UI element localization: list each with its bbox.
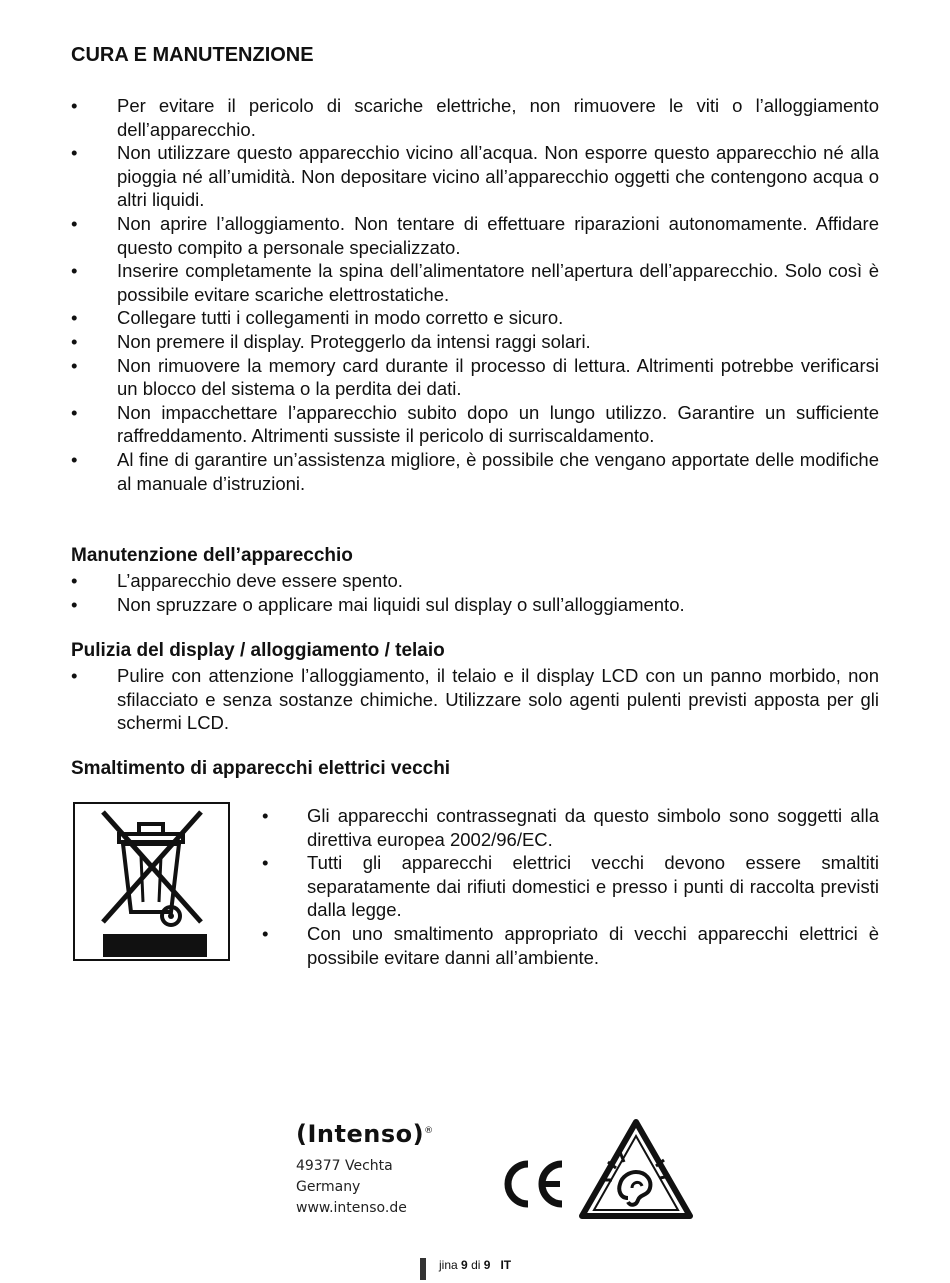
list-item-text: Tutti gli apparecchi elettrici vecchi devono essere smaltiti separatamente dai rifiuti domestici e presso i punti di raccolta previsti dalla legge. [307,852,879,921]
website-text: www.intenso.de [296,1200,407,1216]
hearing-warning-icon [578,1118,694,1225]
list-item-text: Inserire completamente la spina dell’alimentatore nell’apertura dell’apparecchio. Solo così è possibile evitare scariche elettrostatiche. [117,260,879,305]
bullet-icon: • [71,330,78,352]
list-item-text: Non spruzzare o applicare mai liquidi sul display o sull’alloggiamento. [117,593,685,615]
list-item [71,306,879,330]
bullet-icon: • [262,852,269,874]
address-line-1: 49377 Vechta [296,1158,393,1174]
disposal-list [262,804,879,969]
list-item-text: Al fine di garantire un’assistenza migliore, è possibile che vengano apportate delle modifiche al manuale d’istruzioni. [117,448,879,494]
list-item [262,922,879,969]
page-of: di [471,1258,481,1272]
list-item [262,804,879,851]
list-item [71,259,879,306]
bullet-icon: • [71,448,78,470]
page-prefix: jina [439,1258,458,1272]
list-item-text: Non impacchettare l’apparecchio subito dopo un lungo utilizzo. Garantire un sufficiente raffreddamento. Altrimenti sussiste il pericolo di surriscaldamento. [117,401,879,447]
list-item [71,94,879,141]
cleaning-section [71,664,879,735]
bullet-icon: • [71,142,78,164]
bullet-icon: • [262,922,269,944]
brand-block [296,1120,434,1219]
ce-mark-icon [500,1158,566,1215]
list-item-text: Collegare tutti i collegamenti in modo corretto e sicuro. [117,307,564,329]
page-current: 9 [461,1258,468,1272]
maintenance-list [71,569,879,616]
bullet-icon: • [71,307,78,329]
address-line-2: Germany [296,1179,361,1195]
list-item [71,330,879,354]
brand-address [296,1156,434,1219]
disposal-section [262,804,879,969]
list-item-text: L’apparecchio deve essere spento. [117,570,403,591]
bullet-icon: • [71,401,78,423]
list-item [71,141,879,212]
list-item [71,664,879,735]
page-total: 9 [483,1258,491,1272]
list-item [71,401,879,448]
list-item [71,569,879,593]
bullet-icon: • [71,593,78,615]
list-item-text: Con uno smaltimento appropriato di vecchi apparecchi elettrici è possibile evitare danni all’ambiente. [307,922,879,968]
maintenance-heading: Manutenzione dell’apparecchio [71,545,353,566]
list-item-text: Non aprire l’alloggiamento. Non tentare di effettuare riparazioni autonomamente. Affidare questo compito a personale specializzato. [117,212,879,258]
maintenance-section [71,569,879,616]
bullet-icon: • [71,570,78,591]
list-item-text: Non utilizzare questo apparecchio vicino all’acqua. Non esporre questo apparecchio né alla pioggia né all’umidità. Non depositare vicino all’apparecchio oggetti che contengono acqua o altri liquidi. [117,142,879,211]
registered-mark: ® [424,1126,434,1136]
bullet-icon: • [71,212,78,234]
list-item-text: Non rimuovere la memory card durante il processo di lettura. Altrimenti potrebbe verificarsi un blocco del sistema o la perdita dei dati. [117,354,879,400]
list-item-text: Per evitare il pericolo di scariche elettriche, non rimuovere le viti o l’alloggiamento dell’apparecchio. [117,95,879,140]
page-marker-bar [420,1258,426,1280]
bullet-icon: • [262,805,269,826]
page-title: CURA E MANUTENZIONE [71,44,314,66]
cleaning-list [71,664,879,735]
bullet-icon: • [71,665,78,686]
list-item [71,448,879,495]
bullet-icon: • [71,354,78,376]
list-item-text: Non premere il display. Proteggerlo da intensi raggi solari. [117,330,591,352]
list-item [71,212,879,259]
list-item-text: Gli apparecchi contrassegnati da questo simbolo sono soggetti alla direttiva europea 2002/96/EC. [307,805,879,850]
brand-name: (Intenso) [296,1120,425,1148]
weee-crossed-bin-icon [73,802,230,961]
list-item-text: Pulire con attenzione l’alloggiamento, il telaio e il display LCD con un panno morbido, non sfilacciato e senza sostanze chimiche. Utilizzare solo agenti pulenti previsti apposta per gli schermi LCD. [117,665,879,734]
care-list-section [71,94,879,495]
disposal-heading: Smaltimento di apparecchi elettrici vecchi [71,758,451,779]
list-item [71,593,879,617]
cleaning-heading: Pulizia del display / alloggiamento / telaio [71,640,445,661]
page-language: IT [500,1258,512,1272]
list-item [71,354,879,401]
brand-logo [296,1120,434,1148]
list-item [262,851,879,922]
care-list [71,94,879,495]
bullet-icon: • [71,95,78,116]
bullet-icon: • [71,260,78,282]
